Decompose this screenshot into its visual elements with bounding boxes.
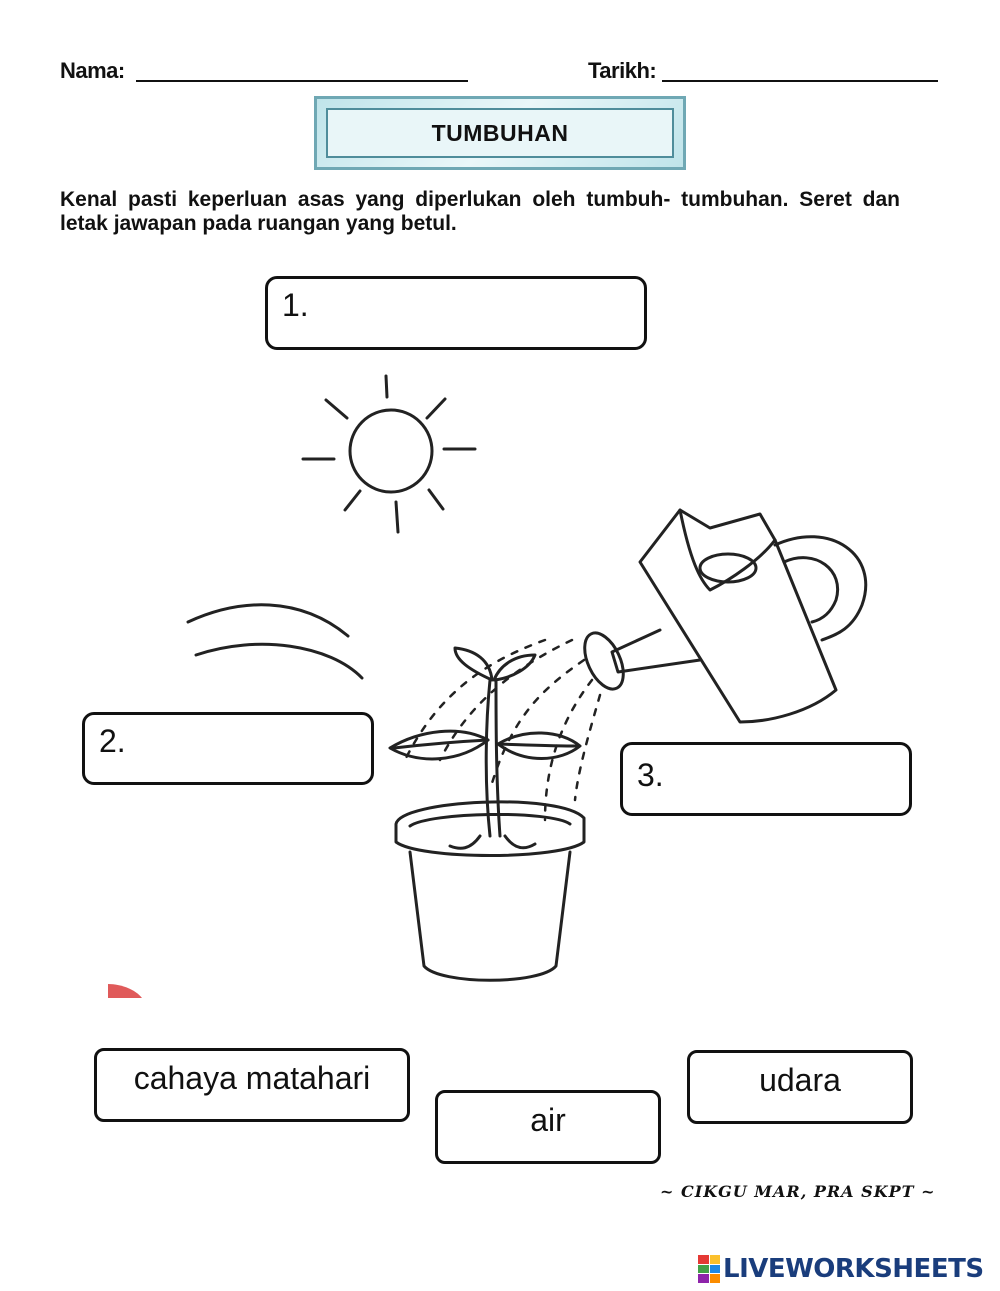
wind-icon xyxy=(188,605,362,678)
drop-slot-3[interactable] xyxy=(620,742,912,816)
answer-udara[interactable]: udara xyxy=(687,1050,913,1124)
date-label: Tarikh: xyxy=(588,58,657,83)
instruction-text: Kenal pasti keperluan asas yang diperlukan oleh tumbuh- tumbuhan. Seret dan letak jawapan pada ruangan yang betul. xyxy=(60,188,900,235)
drop-slot-1[interactable] xyxy=(265,276,647,350)
signature: ~ CIKGU MAR, PRA SKPT ~ xyxy=(660,1182,936,1201)
slot-number: 3. xyxy=(637,757,664,793)
potted-plant-icon xyxy=(390,648,584,980)
slot-number: 2. xyxy=(99,723,126,759)
red-marker-icon xyxy=(108,984,142,998)
name-label: Nama: xyxy=(60,58,125,83)
liveworksheets-brand xyxy=(698,1254,984,1284)
liveworksheets-logo-icon xyxy=(698,1255,720,1283)
answer-air[interactable]: air xyxy=(435,1090,661,1164)
brand-name: LIVEWORKSHEETS xyxy=(723,1254,984,1284)
sun-icon xyxy=(303,376,475,532)
drop-slot-2[interactable] xyxy=(82,712,374,785)
slot-number: 1. xyxy=(282,287,309,323)
page-title: TUMBUHAN xyxy=(431,119,569,146)
answer-cahaya-matahari[interactable]: cahaya matahari xyxy=(94,1048,410,1122)
watering-can-icon xyxy=(577,510,866,722)
